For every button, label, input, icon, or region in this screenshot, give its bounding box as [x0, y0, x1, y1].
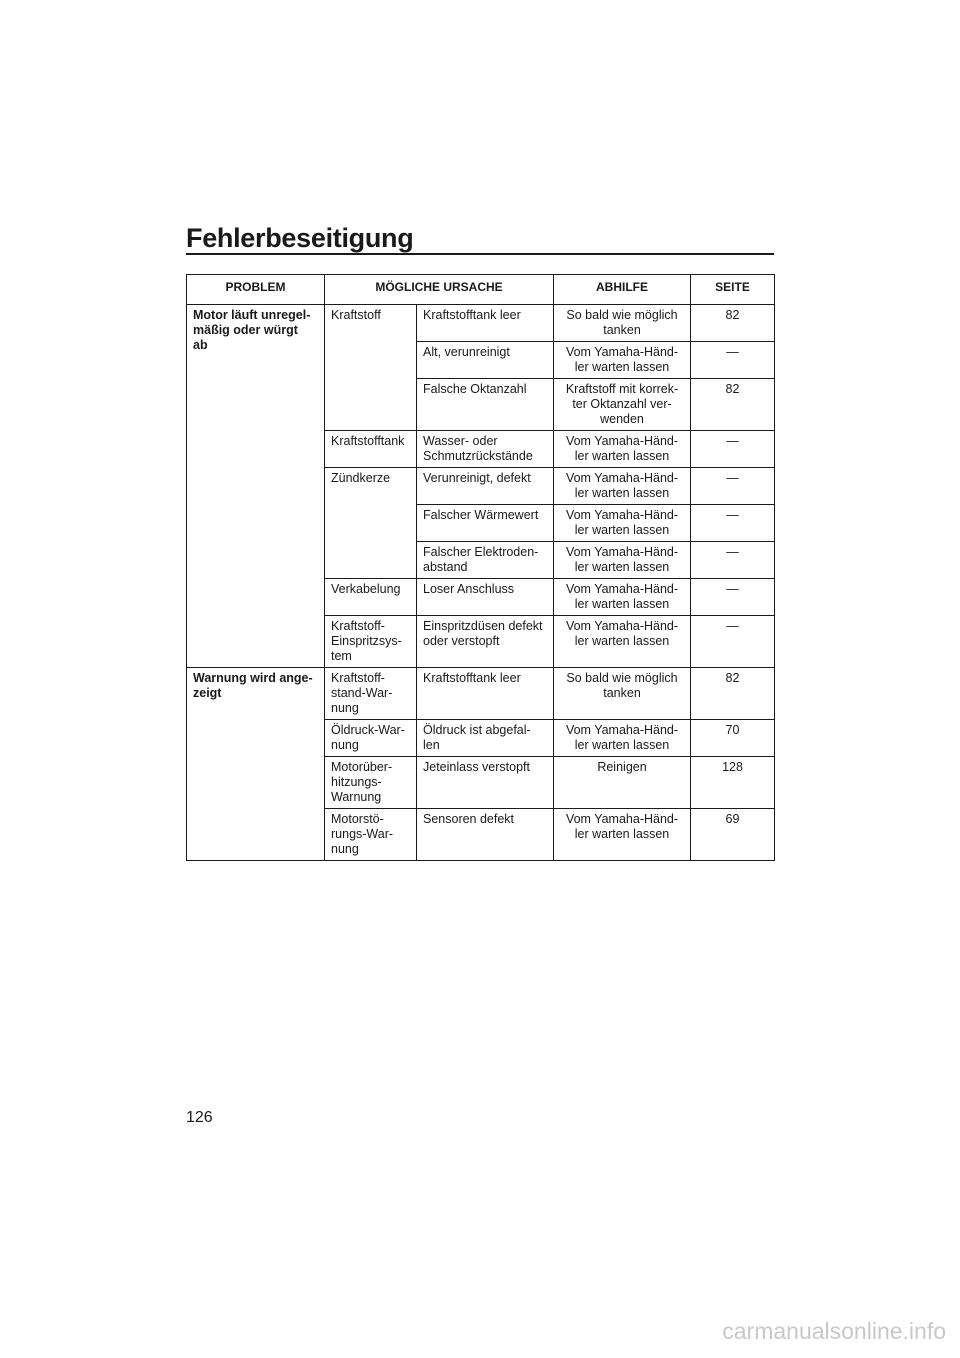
cause-cell-line: nung [331, 701, 359, 715]
page-reference-cell: — [691, 579, 775, 616]
cause-detail-cell [417, 579, 554, 616]
cause-cell-line: rungs-War- [331, 827, 394, 841]
remedy-cell [554, 305, 691, 342]
header-remedy: ABHILFE [554, 275, 691, 305]
remedy-cell-line: ler warten lassen [574, 634, 670, 648]
remedy-cell-line: ler warten lassen [574, 523, 670, 537]
cause-detail-cell-line: Kraftstofftank leer [423, 671, 521, 685]
cause-cell [325, 809, 417, 861]
cause-detail-cell-line: Wasser- oder [423, 434, 498, 448]
remedy-cell [554, 668, 691, 720]
remedy-cell [554, 616, 691, 668]
remedy-cell [554, 505, 691, 542]
cause-detail-cell-line: Alt, verunreinigt [423, 345, 510, 359]
page-reference-cell: — [691, 431, 775, 468]
cause-detail-cell [417, 342, 554, 379]
cause-cell [325, 757, 417, 809]
header-cause: MÖGLICHE URSACHE [325, 275, 554, 305]
remedy-cell-line: Vom Yamaha-Händ- [565, 812, 679, 826]
table-row [187, 305, 775, 342]
remedy-cell-line: Vom Yamaha-Händ- [565, 582, 679, 596]
header-problem: PROBLEM [187, 275, 325, 305]
cause-detail-cell [417, 757, 554, 809]
cause-cell-line: Motorstö- [331, 812, 384, 826]
cause-detail-cell-line: Loser Anschluss [423, 582, 515, 596]
remedy-cell-line: ler warten lassen [574, 597, 670, 611]
remedy-cell-line: ler warten lassen [574, 560, 670, 574]
remedy-cell-line: So bald wie möglich [566, 308, 678, 322]
cause-cell-line: nung [331, 738, 359, 752]
cause-detail-cell [417, 616, 554, 668]
cause-cell [325, 668, 417, 720]
cause-cell [325, 468, 417, 579]
remedy-cell-line: ler warten lassen [574, 827, 670, 841]
page-reference-cell: — [691, 342, 775, 379]
cause-cell-line: Öldruck-War- [331, 723, 405, 737]
remedy-cell-line: Vom Yamaha-Händ- [565, 723, 679, 737]
cause-detail-cell-line: Verunreinigt, defekt [423, 471, 531, 485]
remedy-cell-line: ler warten lassen [574, 738, 670, 752]
remedy-cell-line: ler warten lassen [574, 486, 670, 500]
cause-cell [325, 720, 417, 757]
cause-detail-cell-line: Sensoren defekt [423, 812, 515, 826]
problem-cell-line: mäßig oder würgt [193, 323, 298, 337]
cause-detail-cell-line: Schmutzrückstände [423, 449, 533, 463]
remedy-cell-line: Vom Yamaha-Händ- [565, 345, 679, 359]
cause-cell-line: Verkabelung [331, 582, 401, 596]
page-reference-cell: 82 [691, 305, 775, 342]
remedy-cell-line: Vom Yamaha-Händ- [565, 471, 679, 485]
cause-cell-line: Kraftstoff- [331, 619, 385, 633]
page-reference-cell: 128 [691, 757, 775, 809]
remedy-cell-line: Vom Yamaha-Händ- [565, 619, 679, 633]
remedy-cell-line: ter Oktanzahl ver- [572, 397, 672, 411]
remedy-cell [554, 379, 691, 431]
cause-cell-line: nung [331, 842, 359, 856]
remedy-cell-line: tanken [603, 323, 641, 337]
cause-detail-cell [417, 468, 554, 505]
cause-detail-cell-line: Falscher Elektroden- [423, 545, 539, 559]
title-divider [186, 253, 774, 255]
cause-detail-cell [417, 809, 554, 861]
cause-cell [325, 431, 417, 468]
cause-cell-line: Kraftstoff [331, 308, 381, 322]
page-reference-cell: — [691, 616, 775, 668]
remedy-cell-line: wenden [600, 412, 644, 426]
cause-cell-line: Zündkerze [331, 471, 391, 485]
remedy-cell [554, 342, 691, 379]
cause-detail-cell [417, 668, 554, 720]
cause-cell-line: hitzungs- [331, 775, 382, 789]
page-reference-cell: — [691, 468, 775, 505]
cause-detail-cell [417, 720, 554, 757]
cause-detail-cell-line: Kraftstofftank leer [423, 308, 521, 322]
cause-cell-line: stand-War- [331, 686, 393, 700]
remedy-cell [554, 468, 691, 505]
cause-detail-cell-line: Jeteinlass verstopft [423, 760, 530, 774]
remedy-cell-line: ler warten lassen [574, 449, 670, 463]
page-reference-cell: — [691, 505, 775, 542]
cause-detail-cell-line: abstand [423, 560, 468, 574]
cause-cell-line: Motorüber- [331, 760, 393, 774]
remedy-cell [554, 757, 691, 809]
remedy-cell-line: Reinigen [597, 760, 647, 774]
remedy-cell-line: Vom Yamaha-Händ- [565, 434, 679, 448]
cause-cell [325, 579, 417, 616]
problem-cell [187, 305, 325, 668]
table-header-row [187, 275, 775, 305]
remedy-cell [554, 431, 691, 468]
cause-detail-cell-line: Falscher Wärmewert [423, 508, 539, 522]
troubleshooting-table [186, 274, 775, 861]
remedy-cell [554, 720, 691, 757]
cause-detail-cell-line: len [423, 738, 440, 752]
cause-detail-cell-line: Öldruck ist abgefal- [423, 723, 531, 737]
cause-detail-cell-line: Falsche Oktanzahl [423, 382, 527, 396]
remedy-cell [554, 542, 691, 579]
page-reference-cell: 70 [691, 720, 775, 757]
remedy-cell-line: So bald wie möglich [566, 671, 678, 685]
problem-cell-line: ab [193, 338, 208, 352]
cause-cell-line: Kraftstofftank [331, 434, 405, 448]
remedy-cell-line: tanken [603, 686, 641, 700]
cause-detail-cell-line: oder verstopft [423, 634, 500, 648]
page-reference-cell: 82 [691, 668, 775, 720]
header-page: SEITE [691, 275, 775, 305]
cause-cell-line: tem [331, 649, 352, 663]
cause-cell [325, 305, 417, 431]
remedy-cell [554, 809, 691, 861]
watermark: carmanualsonline.info [722, 1318, 946, 1344]
remedy-cell [554, 579, 691, 616]
page-reference-cell: — [691, 542, 775, 579]
problem-cell [187, 668, 325, 861]
cause-cell-line: Warnung [331, 790, 382, 804]
cause-detail-cell-line: Einspritzdüsen defekt [423, 619, 543, 633]
remedy-cell-line: Vom Yamaha-Händ- [565, 545, 679, 559]
cause-detail-cell [417, 431, 554, 468]
cause-cell-line: Kraftstoff- [331, 671, 385, 685]
page-title: Fehlerbeseitigung [186, 223, 414, 253]
cause-detail-cell [417, 305, 554, 342]
problem-cell-line: Motor läuft unregel- [193, 308, 311, 322]
table-row [187, 668, 775, 720]
problem-cell-line: Warnung wird ange- [193, 671, 313, 685]
cause-cell [325, 616, 417, 668]
cause-detail-cell [417, 505, 554, 542]
remedy-cell-line: ler warten lassen [574, 360, 670, 374]
page-number: 126 [186, 1109, 213, 1126]
cause-detail-cell [417, 542, 554, 579]
page-reference-cell: 69 [691, 809, 775, 861]
remedy-cell-line: Vom Yamaha-Händ- [565, 508, 679, 522]
cause-cell-line: Einspritzsys- [331, 634, 402, 648]
page-reference-cell: 82 [691, 379, 775, 431]
problem-cell-line: zeigt [193, 686, 222, 700]
remedy-cell-line: Kraftstoff mit korrek- [565, 382, 679, 396]
cause-detail-cell [417, 379, 554, 431]
